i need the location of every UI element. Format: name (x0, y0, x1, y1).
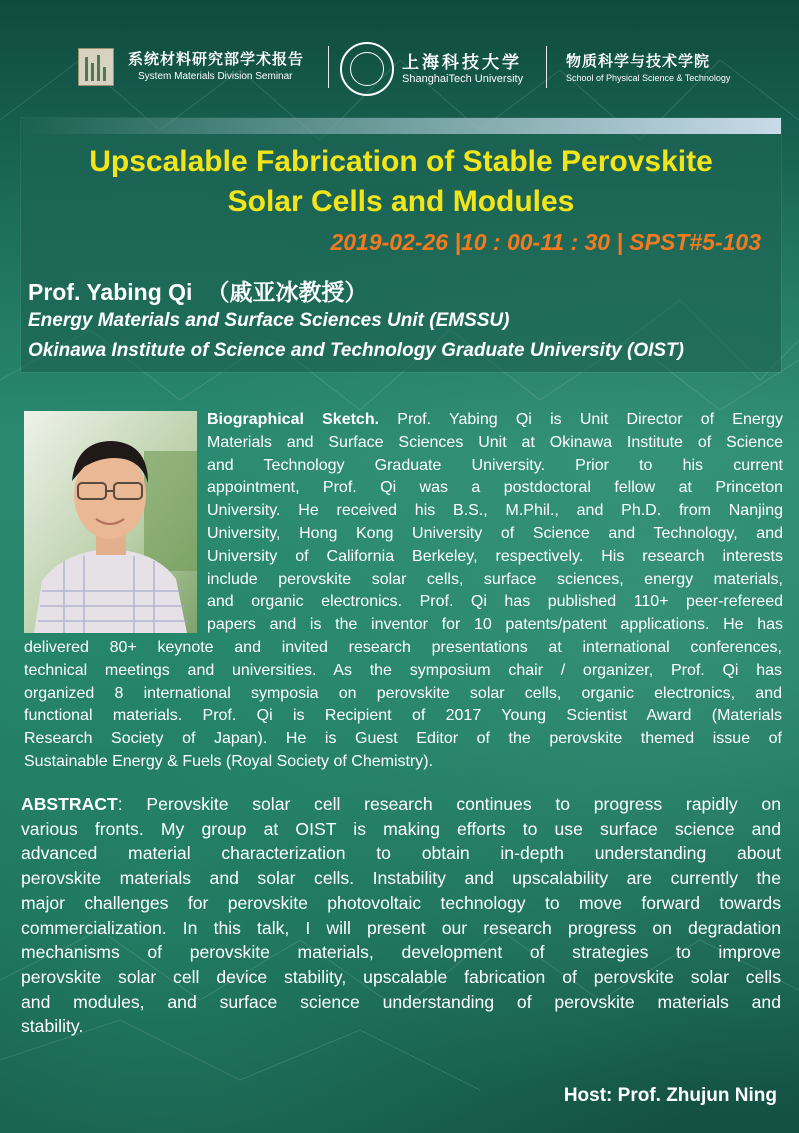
abstract-line (21, 792, 781, 817)
abstract-line-text: : Perovskite solar cell research continues to progress rapidly on (117, 794, 781, 814)
speaker-name (28, 274, 367, 307)
bio-line: organized 8 international symposia on perovskite solar cells, organic electronics, and (24, 684, 782, 702)
affiliation-institute: Okinawa Institute of Science and Technology Graduate University (OIST) (28, 340, 684, 361)
host-name: Host: Prof. Zhujun Ning (563, 1085, 777, 1106)
bio-line: delivered 80+ keynote and invited research presentations at international conferences, (24, 639, 782, 656)
bio-line: University, Hong Kong University of Science and Technology, and (207, 524, 783, 542)
speaker-name-en: Prof. Yabing Qi (28, 279, 193, 305)
abstract-line: major challenges for perovskite photovoltaic technology to move forward towards (21, 892, 781, 913)
seminar-title-line: Upscalable Fabrication of Stable Perovskite (89, 145, 713, 178)
speaker-photo (24, 411, 197, 633)
bio-line: papers and is the inventor for 10 patents/patent applications. He has (207, 616, 783, 634)
abstract-text (21, 792, 781, 1039)
seminar-title-line: Solar Cells and Modules (227, 185, 575, 218)
bio-line: University of California Berkeley, respectively. His research interests (207, 547, 783, 565)
bio-line: and Technology Graduate University. Prior to his current (207, 456, 783, 474)
bio-full-width-text (24, 637, 782, 774)
abstract-label: ABSTRACT (21, 794, 118, 814)
university-seal-icon (340, 42, 394, 96)
abstract-line: and modules, and surface science understanding of perovskite materials and (21, 991, 781, 1012)
division-name-en: System Materials Division Seminar (138, 71, 293, 82)
abstract-line: mechanisms of perovskite materials, development of strategies to improve (21, 942, 781, 963)
speaker-name-cn: （戚亚冰教授） (206, 280, 368, 306)
abstract-line: stability. (21, 1016, 84, 1037)
abstract-line: perovskite solar cell device stability, upscalable fabrication of perovskite solar cells (21, 966, 781, 987)
title-panel-strip (21, 118, 781, 134)
date-time-location: 2019-02-26 |10 : 00-11 : 30 | SPST#5-103 (330, 229, 761, 255)
bio-line: technical meetings and universities. As the symposium chair / organizer, Prof. Qi has (24, 661, 782, 679)
bio-line: Sustainable Energy & Fuels (Royal Society of Chemistry). (24, 752, 434, 770)
bio-line: University. He received his B.S., M.Phil., and Ph.D. from Nanjing (207, 502, 783, 520)
bio-wrapped-text (207, 409, 783, 637)
school-name-cn: 物质科学与技术学院 (566, 52, 711, 70)
abstract-line: advanced material characterization to obtain in-depth understanding about (21, 843, 781, 864)
header-separator (328, 46, 329, 88)
bio-line: appointment, Prof. Qi was a postdoctoral fellow at Princeton (207, 479, 783, 497)
division-logo-icon (78, 48, 114, 86)
abstract-line: various fronts. My group at OIST is making efforts to use surface science and (21, 818, 781, 839)
bio-line: Research Society of Japan). He is Guest Editor of the perovskite themed issue of (24, 730, 782, 748)
abstract-line: commercialization. In this talk, I will present our research progress on degradation (21, 917, 781, 938)
bio-line: functional materials. Prof. Qi is Recipient of 2017 Young Scientist Award (Materials (24, 707, 782, 725)
bio-line: Materials and Surface Sciences Unit at Okinawa Institute of Science (207, 433, 783, 451)
abstract-line: perovskite materials and solar cells. Instability and upscalability are currently the (21, 868, 781, 889)
header-separator (546, 46, 547, 88)
bio-line (207, 409, 783, 432)
bio-line: include perovskite solar cells, surface sciences, energy materials, (207, 570, 783, 588)
affiliation-unit: Energy Materials and Surface Sciences Unit (EMSSU) (28, 310, 510, 331)
bio-line: and organic electronics. Prof. Qi has published 110+ peer-refereed (207, 593, 783, 611)
school-name-en: School of Physical Science & Technology (566, 73, 731, 83)
bio-heading: Biographical Sketch. (207, 411, 380, 428)
bio-line-text: Prof. Yabing Qi is Unit Director of Energy (397, 411, 784, 428)
seminar-title (21, 142, 781, 222)
university-name-cn: 上海科技大学 (402, 53, 522, 73)
header (0, 0, 799, 110)
division-name-cn: 系统材料研究部学术报告 (128, 50, 305, 68)
university-name-en: ShanghaiTech University (402, 73, 524, 85)
